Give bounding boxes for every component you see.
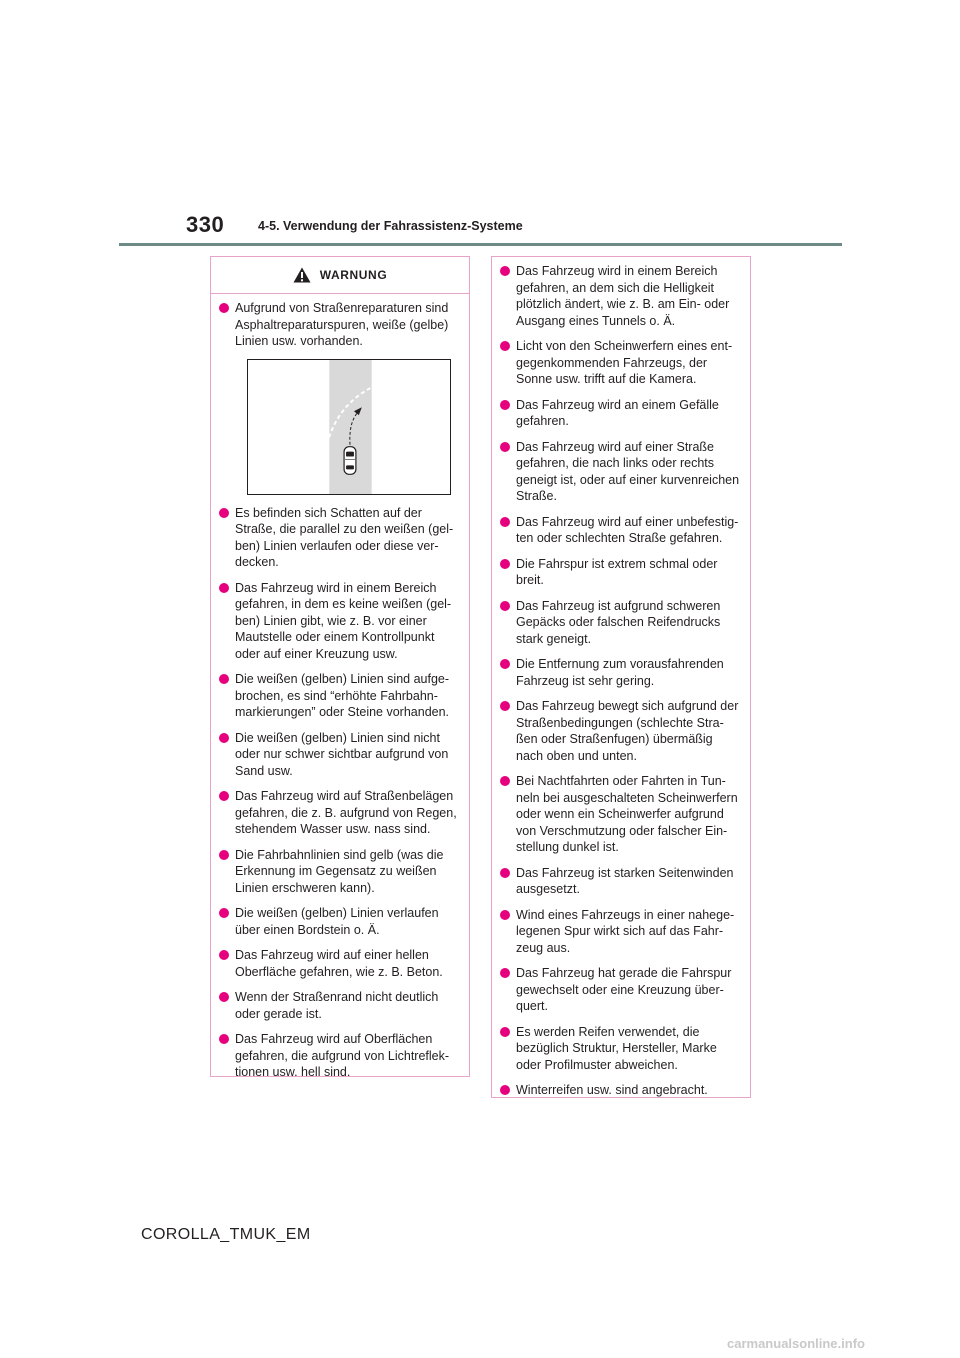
model-code: COROLLA_TMUK_EM [141, 1226, 311, 1243]
bullet-icon [500, 400, 510, 410]
list-item [500, 1082, 740, 1099]
bullet-icon [500, 1027, 510, 1037]
list-item-text: Bei Nachtfahrten oder Fahrten in Tun- neln bei ausgeschalteten Scheinwerfern oder wenn ein Scheinwerfer aufgrund von Verschmutzung oder falscher Ein- stellung dunkel ist. [516, 774, 738, 854]
bullet-icon [500, 776, 510, 786]
list-item [500, 397, 740, 430]
list-item [219, 580, 459, 663]
left-item-list [219, 505, 459, 1081]
list-item-text: Das Fahrzeug ist aufgrund schweren Gepäcks oder falschen Reifendrucks stark geneigt. [516, 598, 721, 646]
bullet-icon [500, 968, 510, 978]
warning-box [210, 256, 470, 1077]
list-item [219, 847, 459, 897]
list-item [500, 556, 740, 589]
bullet-icon [500, 559, 510, 569]
warning-triangle-icon [293, 267, 311, 283]
bullet-icon [219, 908, 229, 918]
bullet-icon [500, 1085, 510, 1095]
list-item-text: Die Entfernung zum vorausfahrenden Fahrzeug ist sehr gering. [516, 657, 724, 688]
list-item [500, 865, 740, 898]
list-item [500, 338, 740, 388]
list-item-text: Das Fahrzeug wird auf einer unbefestig- ten oder schlechten Straße gefahren. [516, 514, 739, 545]
list-item [500, 656, 740, 689]
header-divider [119, 243, 842, 246]
lane-change-illustration [247, 359, 451, 495]
list-item-text: Es befinden sich Schatten auf der Straße, die parallel zu den weißen (gel- ben) Linien verlaufen oder diese ver- decken. [235, 505, 454, 569]
list-item [500, 439, 740, 505]
bullet-icon [219, 583, 229, 593]
car-icon [344, 446, 356, 474]
list-item [500, 773, 740, 856]
list-item-text: Das Fahrzeug wird in einem Bereich gefahren, an dem sich die Helligkeit plötzlich ändert, wie z. B. am Ein- oder Ausgang eines Tunnels o. Ä. [516, 264, 730, 328]
list-item-text: Das Fahrzeug wird an einem Gefälle gefahren. [516, 397, 719, 428]
bullet-icon [500, 341, 510, 351]
list-item [500, 965, 740, 1015]
list-item [219, 905, 459, 938]
bullet-icon [219, 850, 229, 860]
list-item-text: Winterreifen usw. sind angebracht. [516, 1083, 708, 1097]
warning-title: WARNUNG [319, 268, 388, 282]
list-item [219, 947, 459, 980]
bullet-icon [500, 659, 510, 669]
list-item-text: Es werden Reifen verwendet, die bezüglich Struktur, Hersteller, Marke oder Profilmuster abweichen. [516, 1024, 717, 1072]
bullet-icon [219, 733, 229, 743]
bullet-icon [219, 1034, 229, 1044]
list-item [219, 300, 459, 350]
watermark: carmanualsonline.info [727, 1336, 865, 1351]
right-item-list [500, 263, 740, 1099]
list-item [219, 730, 459, 780]
list-item-text: Das Fahrzeug ist starken Seitenwinden ausgesetzt. [516, 865, 734, 896]
list-item-text: Wind eines Fahrzeugs in einer nahege- legenen Spur wirkt sich auf das Fahr- zeug aus. [516, 907, 735, 955]
list-item [500, 907, 740, 957]
list-item [500, 698, 740, 764]
list-item [219, 505, 459, 571]
list-item-text: Die Fahrspur ist extrem schmal oder breit. [516, 556, 718, 587]
list-item-text: Licht von den Scheinwerfern eines ent- gegenkommenden Fahrzeugs, der Sonne usw. trifft auf die Kamera. [516, 339, 733, 386]
warning-box-continued [491, 256, 751, 1098]
bullet-icon [219, 508, 229, 518]
section-title: 4-5. Verwendung der Fahrassistenz-Systeme [258, 219, 523, 233]
list-item-text: Das Fahrzeug wird auf Straßenbelägen gefahren, die z. B. aufgrund von Regen, stehendem Wasser usw. nass sind. [235, 789, 457, 836]
list-item-text: Das Fahrzeug wird auf Oberflächen gefahren, die aufgrund von Lichtreflek- tionen usw. hell sind. [235, 1032, 450, 1079]
list-item [219, 989, 459, 1022]
bullet-icon [500, 517, 510, 527]
list-item-text: Die weißen (gelben) Linien sind aufge- brochen, es sind “erhöhte Fahrbahn- markierungen” oder Steine vorhanden. [235, 672, 450, 719]
bullet-icon [219, 950, 229, 960]
bullet-icon [500, 266, 510, 276]
list-item-text: Das Fahrzeug bewegt sich aufgrund der Straßenbedingungen (schlechte Stra- ßen oder Straßenfugen) übermäßig nach oben und unten. [516, 699, 739, 763]
bullet-icon [500, 701, 510, 711]
list-item [500, 598, 740, 648]
page-number: 330 [186, 212, 225, 237]
list-item-text: Die weißen (gelben) Linien sind nicht oder nur schwer sichtbar aufgrund von Sand usw. [235, 730, 449, 778]
list-item [500, 514, 740, 547]
bullet-icon [219, 791, 229, 801]
list-item [500, 263, 740, 329]
list-item [219, 671, 459, 721]
list-item-text: Das Fahrzeug wird in einem Bereich gefahren, in dem es keine weißen (gel- ben) Linien gibt, wie z. B. vor einer Mautstelle oder einem Kontrollpunkt oder auf einer Kreuzung usw. [235, 580, 452, 661]
list-item [500, 1024, 740, 1074]
bullet-icon [500, 868, 510, 878]
bullet-icon [219, 992, 229, 1002]
list-item-text: Aufgrund von Straßenreparaturen sind Asphaltreparaturspuren, weiße (gelbe) Linien usw. vorhanden. [235, 301, 449, 348]
list-item [219, 788, 459, 838]
bullet-icon [500, 442, 510, 452]
bullet-icon [500, 910, 510, 920]
list-item-text: Die weißen (gelben) Linien verlaufen über einen Bordstein o. Ä. [235, 906, 439, 937]
list-item-text: Das Fahrzeug wird auf einer hellen Oberfläche gefahren, wie z. B. Beton. [235, 948, 443, 979]
list-item-text: Wenn der Straßenrand nicht deutlich oder gerade ist. [235, 990, 439, 1021]
list-item [219, 1031, 459, 1081]
bullet-icon [219, 303, 229, 313]
list-item-text: Das Fahrzeug wird auf einer Straße gefahren, die nach links oder rechts geneigt ist, oder auf einer kurvenreichen Straße. [516, 439, 740, 503]
bullet-icon [500, 601, 510, 611]
list-item-text: Die Fahrbahnlinien sind gelb (was die Erkennung im Gegensatz zu weißen Linien erschweren kann). [235, 847, 444, 895]
warning-header [211, 263, 469, 294]
list-item-text: Das Fahrzeug hat gerade die Fahrspur gewechselt oder eine Kreuzung über- quert. [516, 966, 732, 1013]
bullet-icon [219, 674, 229, 684]
